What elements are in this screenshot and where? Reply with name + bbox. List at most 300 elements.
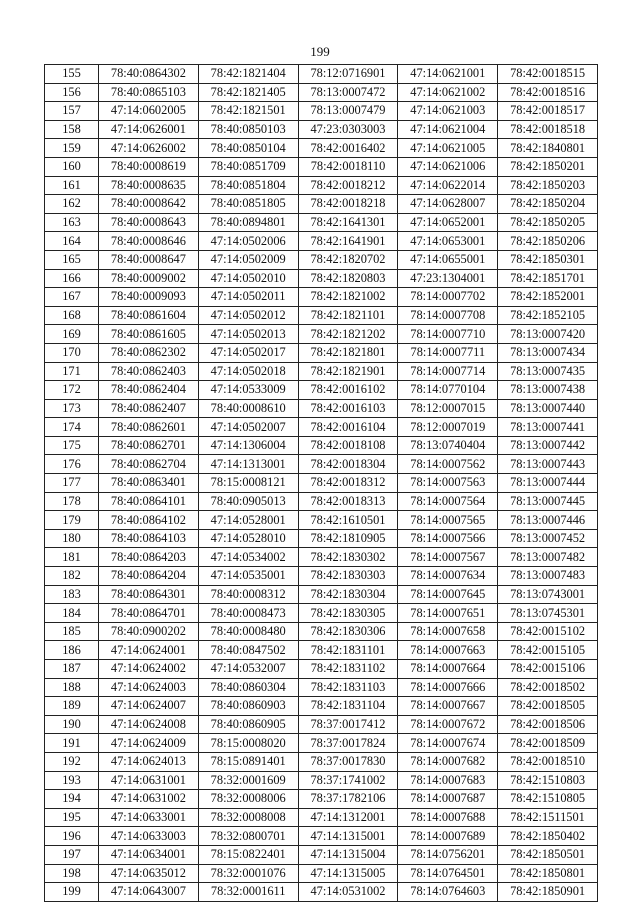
cadastral-number-cell: 78:42:0018505 (498, 697, 598, 716)
row-number-cell: 194 (45, 790, 99, 809)
cadastral-number-cell: 78:40:0864204 (99, 567, 199, 586)
cadastral-number-cell: 78:42:1830303 (298, 567, 398, 586)
cadastral-number-cell: 78:37:1782106 (298, 790, 398, 809)
cadastral-number-cell: 78:42:0016402 (298, 139, 398, 158)
cadastral-number-cell: 78:42:1831101 (298, 641, 398, 660)
row-number-cell: 176 (45, 455, 99, 474)
cadastral-number-cell: 78:14:0007710 (398, 325, 498, 344)
cadastral-number-cell: 78:42:1641301 (298, 213, 398, 232)
cadastral-number-cell: 78:14:0007688 (398, 808, 498, 827)
table-row (45, 604, 598, 623)
cadastral-number-cell: 78:40:0862601 (99, 418, 199, 437)
cadastral-number-cell: 78:42:1821404 (198, 65, 298, 84)
cadastral-number-cell: 78:13:0745301 (498, 604, 598, 623)
cadastral-number-cell: 78:42:0018108 (298, 436, 398, 455)
cadastral-number-cell: 78:40:0008312 (198, 585, 298, 604)
cadastral-number-cell: 78:42:0016102 (298, 381, 398, 400)
cadastral-number-cell: 47:14:0621002 (398, 83, 498, 102)
cadastral-number-cell: 78:40:0865103 (99, 83, 199, 102)
cadastral-number-cell: 78:42:1830306 (298, 622, 398, 641)
cadastral-number-cell: 78:14:0007567 (398, 548, 498, 567)
cadastral-number-cell: 47:14:1313001 (198, 455, 298, 474)
cadastral-number-cell: 78:42:1850402 (498, 827, 598, 846)
cadastral-number-cell: 78:14:0007645 (398, 585, 498, 604)
row-number-cell: 184 (45, 604, 99, 623)
cadastral-number-cell: 47:14:0602005 (99, 102, 199, 121)
row-number-cell: 180 (45, 529, 99, 548)
cadastral-number-cell: 78:40:0851805 (198, 195, 298, 214)
cadastral-number-cell: 47:14:0502011 (198, 288, 298, 307)
cadastral-number-cell: 78:15:0008020 (198, 734, 298, 753)
table-row (45, 399, 598, 418)
cadastral-number-cell: 78:40:0862403 (99, 362, 199, 381)
row-number-cell: 172 (45, 381, 99, 400)
cadastral-number-cell: 78:15:0891401 (198, 752, 298, 771)
cadastral-number-cell: 78:14:0007672 (398, 715, 498, 734)
row-number-cell: 171 (45, 362, 99, 381)
cadastral-number-cell: 78:15:0822401 (198, 845, 298, 864)
row-number-cell: 195 (45, 808, 99, 827)
cadastral-number-cell: 78:13:0007440 (498, 399, 598, 418)
cadastral-number-cell: 47:14:0643007 (99, 883, 199, 902)
cadastral-number-cell: 78:42:1830305 (298, 604, 398, 623)
cadastral-number-cell: 47:14:0624001 (99, 641, 199, 660)
cadastral-number-cell: 78:14:0770104 (398, 381, 498, 400)
row-number-cell: 158 (45, 120, 99, 139)
cadastral-number-cell: 78:13:0007444 (498, 474, 598, 493)
cadastral-number-cell: 78:40:0861605 (99, 325, 199, 344)
cadastral-number-cell: 78:40:0008635 (99, 176, 199, 195)
table-row (45, 139, 598, 158)
cadastral-number-cell: 47:14:0502012 (198, 306, 298, 325)
row-number-cell: 163 (45, 213, 99, 232)
cadastral-number-cell: 78:12:0716901 (298, 65, 398, 84)
cadastral-number-cell: 78:42:1840801 (498, 139, 598, 158)
cadastral-number-cell: 78:42:1850801 (498, 864, 598, 883)
cadastral-number-cell: 78:13:0007443 (498, 455, 598, 474)
cadastral-number-cell: 78:40:0851709 (198, 157, 298, 176)
cadastral-number-cell: 78:42:0018506 (498, 715, 598, 734)
cadastral-number-cell: 78:42:1850201 (498, 157, 598, 176)
cadastral-number-cell: 78:42:0018313 (298, 492, 398, 511)
cadastral-number-cell: 78:42:1510805 (498, 790, 598, 809)
cadastral-number-cell: 47:14:0631001 (99, 771, 199, 790)
cadastral-number-cell: 78:32:0008008 (198, 808, 298, 827)
row-number-cell: 175 (45, 436, 99, 455)
cadastral-number-cell: 78:40:0851804 (198, 176, 298, 195)
cadastral-number-cell: 78:13:0007442 (498, 436, 598, 455)
cadastral-number-cell: 78:40:0850104 (198, 139, 298, 158)
cadastral-number-cell: 78:42:1850204 (498, 195, 598, 214)
table-row (45, 455, 598, 474)
table-row (45, 269, 598, 288)
cadastral-number-cell: 47:14:0621004 (398, 120, 498, 139)
cadastral-number-cell: 78:14:0007658 (398, 622, 498, 641)
cadastral-number-cell: 78:14:0007674 (398, 734, 498, 753)
cadastral-number-cell: 78:40:0862704 (99, 455, 199, 474)
cadastral-number-cell: 78:40:0860905 (198, 715, 298, 734)
cadastral-number-cell: 47:14:0622014 (398, 176, 498, 195)
cadastral-number-cell: 78:42:0018110 (298, 157, 398, 176)
cadastral-number-cell: 78:37:0017824 (298, 734, 398, 753)
cadastral-number-cell: 78:42:1821501 (198, 102, 298, 121)
cadastral-number-cell: 47:14:0502006 (198, 232, 298, 251)
row-number-cell: 179 (45, 511, 99, 530)
cadastral-number-cell: 78:42:0018518 (498, 120, 598, 139)
cadastral-number-cell: 47:14:0502010 (198, 269, 298, 288)
cadastral-number-cell: 47:14:0502013 (198, 325, 298, 344)
cadastral-number-cell: 78:14:0007634 (398, 567, 498, 586)
cadastral-number-cell: 78:42:0018510 (498, 752, 598, 771)
cadastral-number-cell: 78:42:0018516 (498, 83, 598, 102)
row-number-cell: 189 (45, 697, 99, 716)
cadastral-number-cell: 47:14:0533009 (198, 381, 298, 400)
cadastral-number-cell: 78:42:1851701 (498, 269, 598, 288)
cadastral-number-cell: 78:42:1821002 (298, 288, 398, 307)
table-row (45, 567, 598, 586)
cadastral-number-cell: 78:42:1810905 (298, 529, 398, 548)
cadastral-number-cell: 78:40:0008610 (198, 399, 298, 418)
cadastral-number-cell: 78:13:0007420 (498, 325, 598, 344)
cadastral-number-cell: 78:40:0860903 (198, 697, 298, 716)
table-row (45, 678, 598, 697)
cadastral-number-cell: 78:14:0764501 (398, 864, 498, 883)
cadastral-number-cell: 47:14:1312001 (298, 808, 398, 827)
row-number-cell: 186 (45, 641, 99, 660)
cadastral-number-cell: 78:40:0009093 (99, 288, 199, 307)
cadastral-number-cell: 47:14:0535001 (198, 567, 298, 586)
cadastral-number-cell: 47:14:0621006 (398, 157, 498, 176)
row-number-cell: 181 (45, 548, 99, 567)
row-number-cell: 193 (45, 771, 99, 790)
row-number-cell: 170 (45, 343, 99, 362)
cadastral-number-cell: 78:42:1510803 (498, 771, 598, 790)
cadastral-number-cell: 47:14:0502018 (198, 362, 298, 381)
cadastral-number-cell: 47:14:0624009 (99, 734, 199, 753)
cadastral-number-cell: 78:42:0018304 (298, 455, 398, 474)
row-number-cell: 166 (45, 269, 99, 288)
cadastral-number-table (44, 64, 598, 902)
cadastral-number-cell: 78:37:0017830 (298, 752, 398, 771)
table-row (45, 641, 598, 660)
table-row (45, 697, 598, 716)
cadastral-number-cell: 47:23:0303003 (298, 120, 398, 139)
cadastral-number-cell: 78:13:0007472 (298, 83, 398, 102)
page-number: 199 (310, 44, 330, 59)
cadastral-number-cell: 78:42:0018517 (498, 102, 598, 121)
cadastral-number-cell: 78:13:0007452 (498, 529, 598, 548)
row-number-cell: 198 (45, 864, 99, 883)
table-row (45, 176, 598, 195)
cadastral-number-cell: 47:14:0532007 (198, 660, 298, 679)
table-row (45, 250, 598, 269)
cadastral-number-cell: 78:12:0007019 (398, 418, 498, 437)
row-number-cell: 197 (45, 845, 99, 864)
cadastral-number-cell: 78:14:0764603 (398, 883, 498, 902)
row-number-cell: 185 (45, 622, 99, 641)
cadastral-number-cell: 78:40:0008647 (99, 250, 199, 269)
cadastral-number-cell: 47:14:0624007 (99, 697, 199, 716)
cadastral-number-cell: 78:40:0850103 (198, 120, 298, 139)
cadastral-number-cell: 78:42:1830304 (298, 585, 398, 604)
cadastral-number-cell: 78:14:0007708 (398, 306, 498, 325)
table-row (45, 660, 598, 679)
cadastral-number-cell: 78:13:0007479 (298, 102, 398, 121)
table-row (45, 492, 598, 511)
table-row (45, 511, 598, 530)
row-number-cell: 182 (45, 567, 99, 586)
cadastral-number-cell: 78:32:0008006 (198, 790, 298, 809)
cadastral-number-cell: 78:42:1821405 (198, 83, 298, 102)
table-row (45, 195, 598, 214)
row-number-cell: 160 (45, 157, 99, 176)
cadastral-number-cell: 78:40:0862701 (99, 436, 199, 455)
cadastral-number-cell: 78:40:0864302 (99, 65, 199, 84)
cadastral-number-cell: 78:40:0008646 (99, 232, 199, 251)
cadastral-number-cell: 78:42:1831103 (298, 678, 398, 697)
table-row (45, 864, 598, 883)
table-row (45, 343, 598, 362)
cadastral-number-cell: 78:42:1820803 (298, 269, 398, 288)
cadastral-number-cell: 78:13:0740404 (398, 436, 498, 455)
row-number-cell: 164 (45, 232, 99, 251)
cadastral-number-cell: 78:40:0862404 (99, 381, 199, 400)
cadastral-number-cell: 78:40:0847502 (198, 641, 298, 660)
cadastral-number-cell: 78:42:0018312 (298, 474, 398, 493)
row-number-cell: 178 (45, 492, 99, 511)
cadastral-number-cell: 78:40:0008619 (99, 157, 199, 176)
cadastral-number-cell: 78:42:1821202 (298, 325, 398, 344)
table-row (45, 474, 598, 493)
row-number-cell: 173 (45, 399, 99, 418)
cadastral-number-cell: 47:14:0655001 (398, 250, 498, 269)
cadastral-number-cell: 47:14:0624008 (99, 715, 199, 734)
row-number-cell: 168 (45, 306, 99, 325)
cadastral-number-cell: 78:40:0864101 (99, 492, 199, 511)
cadastral-number-cell: 78:42:1850901 (498, 883, 598, 902)
table-row (45, 213, 598, 232)
cadastral-number-cell: 78:42:1850203 (498, 176, 598, 195)
cadastral-number-cell: 78:42:1821901 (298, 362, 398, 381)
cadastral-number-cell: 78:14:0007563 (398, 474, 498, 493)
cadastral-number-cell: 78:42:1850501 (498, 845, 598, 864)
cadastral-number-cell: 78:40:0008473 (198, 604, 298, 623)
row-number-cell: 196 (45, 827, 99, 846)
cadastral-number-cell: 78:42:0018218 (298, 195, 398, 214)
cadastral-number-cell: 78:40:0864103 (99, 529, 199, 548)
row-number-cell: 169 (45, 325, 99, 344)
cadastral-number-cell: 78:14:0007562 (398, 455, 498, 474)
table-row (45, 715, 598, 734)
table-row (45, 325, 598, 344)
cadastral-number-cell: 78:14:0007682 (398, 752, 498, 771)
table-row (45, 622, 598, 641)
cadastral-number-cell: 78:42:1850205 (498, 213, 598, 232)
cadastral-number-cell: 78:13:0007441 (498, 418, 598, 437)
table-row (45, 883, 598, 902)
cadastral-number-cell: 47:14:0626001 (99, 120, 199, 139)
table-row (45, 827, 598, 846)
cadastral-number-cell: 47:14:0624003 (99, 678, 199, 697)
cadastral-number-cell: 78:42:0018509 (498, 734, 598, 753)
cadastral-number-cell: 78:15:0008121 (198, 474, 298, 493)
cadastral-number-cell: 78:40:0008642 (99, 195, 199, 214)
table-row (45, 734, 598, 753)
table-row (45, 548, 598, 567)
cadastral-number-cell: 78:42:0016104 (298, 418, 398, 437)
table-body (45, 65, 598, 902)
cadastral-number-cell: 78:14:0007689 (398, 827, 498, 846)
cadastral-number-cell: 78:14:0007651 (398, 604, 498, 623)
cadastral-number-cell: 78:42:0018212 (298, 176, 398, 195)
cadastral-number-cell: 78:12:0007015 (398, 399, 498, 418)
cadastral-number-cell: 78:40:0864203 (99, 548, 199, 567)
cadastral-number-cell: 78:14:0007687 (398, 790, 498, 809)
cadastral-number-cell: 78:40:0008480 (198, 622, 298, 641)
cadastral-number-cell: 78:42:1850206 (498, 232, 598, 251)
cadastral-number-cell: 78:42:0018515 (498, 65, 598, 84)
table-row (45, 381, 598, 400)
table-row (45, 362, 598, 381)
cadastral-number-cell: 78:14:0007663 (398, 641, 498, 660)
cadastral-number-cell: 47:14:0621001 (398, 65, 498, 84)
cadastral-number-cell: 47:14:0653001 (398, 232, 498, 251)
cadastral-number-cell: 78:40:0008643 (99, 213, 199, 232)
cadastral-number-cell: 47:14:0626002 (99, 139, 199, 158)
row-number-cell: 188 (45, 678, 99, 697)
table-row (45, 65, 598, 84)
cadastral-number-cell: 78:42:1830302 (298, 548, 398, 567)
cadastral-number-cell: 78:13:0007435 (498, 362, 598, 381)
cadastral-number-cell: 78:42:0015102 (498, 622, 598, 641)
cadastral-number-cell: 78:42:1821801 (298, 343, 398, 362)
cadastral-number-cell: 47:14:0634001 (99, 845, 199, 864)
row-number-cell: 187 (45, 660, 99, 679)
cadastral-number-cell: 47:14:1306004 (198, 436, 298, 455)
table-row (45, 771, 598, 790)
row-number-cell: 183 (45, 585, 99, 604)
row-number-cell: 162 (45, 195, 99, 214)
cadastral-number-cell: 78:13:0743001 (498, 585, 598, 604)
cadastral-number-cell: 78:13:0007483 (498, 567, 598, 586)
cadastral-number-cell: 78:14:0007714 (398, 362, 498, 381)
row-number-cell: 161 (45, 176, 99, 195)
cadastral-number-cell: 78:42:1831104 (298, 697, 398, 716)
cadastral-number-cell: 78:14:0007683 (398, 771, 498, 790)
cadastral-number-cell: 78:40:0864301 (99, 585, 199, 604)
cadastral-number-cell: 78:37:0017412 (298, 715, 398, 734)
cadastral-number-cell: 47:14:0631002 (99, 790, 199, 809)
row-number-cell: 192 (45, 752, 99, 771)
cadastral-number-cell: 78:13:0007434 (498, 343, 598, 362)
table-row (45, 808, 598, 827)
cadastral-number-cell: 47:14:0534002 (198, 548, 298, 567)
cadastral-number-cell: 78:32:0800701 (198, 827, 298, 846)
row-number-cell: 167 (45, 288, 99, 307)
cadastral-number-cell: 78:14:0756201 (398, 845, 498, 864)
cadastral-number-cell: 47:14:0628007 (398, 195, 498, 214)
cadastral-number-cell: 47:23:1304001 (398, 269, 498, 288)
cadastral-number-cell: 47:14:0528010 (198, 529, 298, 548)
cadastral-number-cell: 47:14:0531002 (298, 883, 398, 902)
table-row (45, 232, 598, 251)
cadastral-number-cell: 78:13:0007446 (498, 511, 598, 530)
cadastral-number-cell: 78:40:0009002 (99, 269, 199, 288)
cadastral-number-cell: 47:14:0502017 (198, 343, 298, 362)
cadastral-number-cell: 78:14:0007702 (398, 288, 498, 307)
table-row (45, 306, 598, 325)
cadastral-number-cell: 47:14:0528001 (198, 511, 298, 530)
cadastral-number-cell: 78:42:1610501 (298, 511, 398, 530)
cadastral-number-cell: 78:14:0007711 (398, 343, 498, 362)
cadastral-number-cell: 78:40:0864102 (99, 511, 199, 530)
table-row (45, 102, 598, 121)
row-number-cell: 174 (45, 418, 99, 437)
row-number-cell: 177 (45, 474, 99, 493)
cadastral-number-cell: 47:14:0624002 (99, 660, 199, 679)
row-number-cell: 199 (45, 883, 99, 902)
table-row (45, 529, 598, 548)
cadastral-number-cell: 78:42:1850301 (498, 250, 598, 269)
cadastral-number-cell: 78:14:0007667 (398, 697, 498, 716)
cadastral-number-cell: 78:40:0864701 (99, 604, 199, 623)
cadastral-number-cell: 78:42:1820702 (298, 250, 398, 269)
cadastral-number-cell: 78:14:0007564 (398, 492, 498, 511)
cadastral-number-cell: 78:40:0894801 (198, 213, 298, 232)
table-row (45, 585, 598, 604)
cadastral-number-cell: 47:14:0502007 (198, 418, 298, 437)
cadastral-number-cell: 78:14:0007566 (398, 529, 498, 548)
cadastral-number-cell: 47:14:0635012 (99, 864, 199, 883)
table-row (45, 418, 598, 437)
cadastral-number-cell: 78:14:0007565 (398, 511, 498, 530)
cadastral-number-cell: 47:14:0621005 (398, 139, 498, 158)
row-number-cell: 159 (45, 139, 99, 158)
cadastral-number-cell: 47:14:0621003 (398, 102, 498, 121)
cadastral-number-cell: 78:40:0862302 (99, 343, 199, 362)
cadastral-number-cell: 78:40:0863401 (99, 474, 199, 493)
cadastral-number-cell: 78:42:0018502 (498, 678, 598, 697)
cadastral-number-cell: 78:42:1511501 (498, 808, 598, 827)
cadastral-number-cell: 78:13:0007445 (498, 492, 598, 511)
cadastral-number-cell: 78:32:0001609 (198, 771, 298, 790)
cadastral-number-cell: 47:14:0633003 (99, 827, 199, 846)
table-row (45, 288, 598, 307)
cadastral-number-cell: 47:14:0502009 (198, 250, 298, 269)
cadastral-number-cell: 78:14:0007666 (398, 678, 498, 697)
table-row (45, 436, 598, 455)
row-number-cell: 157 (45, 102, 99, 121)
cadastral-number-cell: 47:14:1315001 (298, 827, 398, 846)
cadastral-number-cell: 47:14:1315004 (298, 845, 398, 864)
table-row (45, 845, 598, 864)
cadastral-number-cell: 78:42:1641901 (298, 232, 398, 251)
cadastral-number-cell: 78:40:0905013 (198, 492, 298, 511)
cadastral-number-cell: 78:32:0001611 (198, 883, 298, 902)
cadastral-number-cell: 78:37:1741002 (298, 771, 398, 790)
cadastral-number-cell: 78:32:0001076 (198, 864, 298, 883)
row-number-cell: 190 (45, 715, 99, 734)
table-row (45, 790, 598, 809)
row-number-cell: 165 (45, 250, 99, 269)
row-number-cell: 156 (45, 83, 99, 102)
cadastral-number-cell: 78:42:1831102 (298, 660, 398, 679)
cadastral-number-cell: 78:42:1852105 (498, 306, 598, 325)
table-row (45, 752, 598, 771)
cadastral-number-cell: 78:42:1852001 (498, 288, 598, 307)
cadastral-number-cell: 78:40:0860304 (198, 678, 298, 697)
table-row (45, 120, 598, 139)
